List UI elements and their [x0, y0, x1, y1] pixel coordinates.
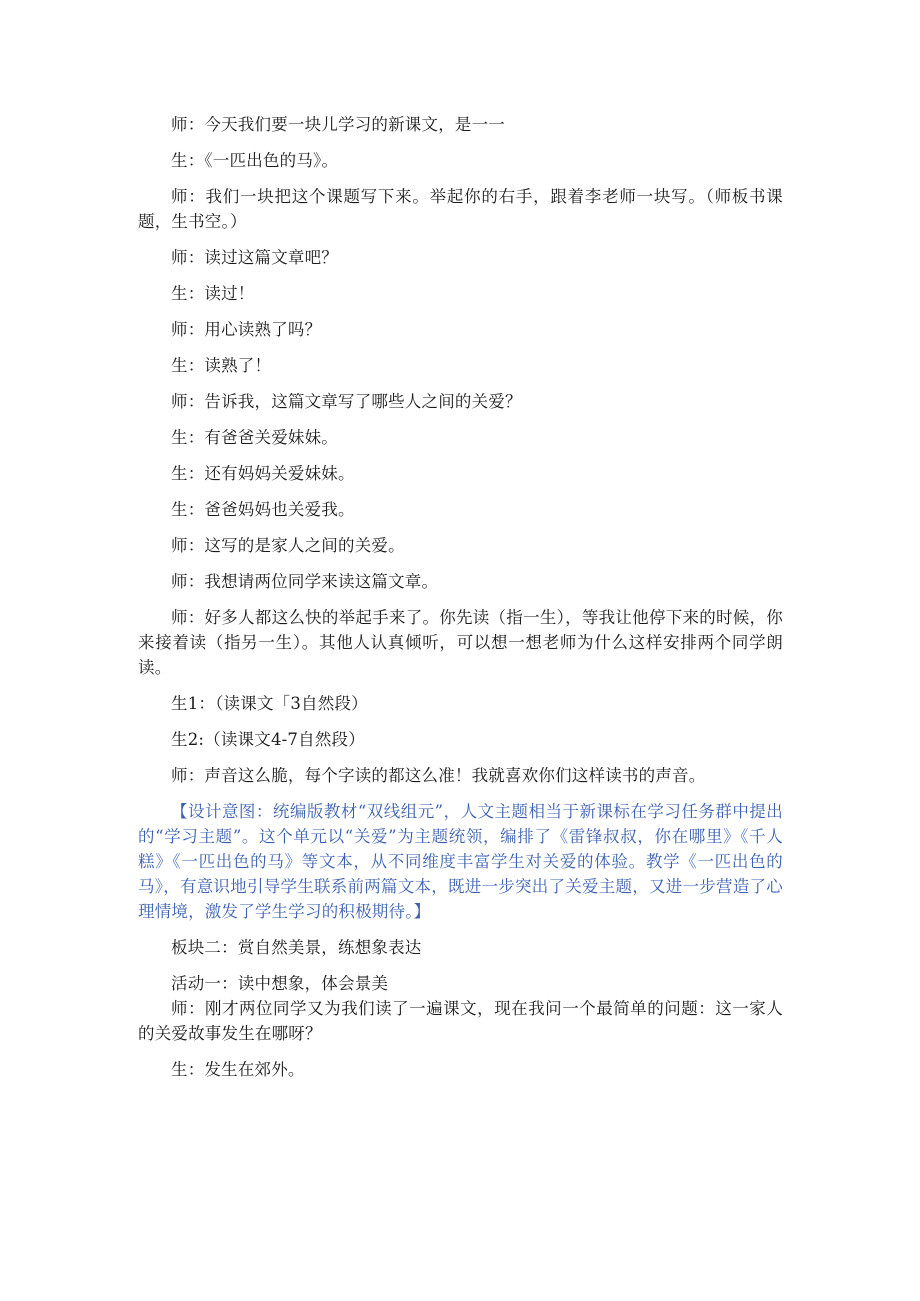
dialogue-line: 师：告诉我，这篇文章写了哪些人之间的关爱？ [171, 392, 522, 411]
dialogue-line: 师：好多人都这么快的举起手来了。你先读（指一生），等我让他停下来的时候，你来接着读（指另一生）。其他人认真倾听，可以想一想老师为什么这样安排两个同学朗读。 [138, 608, 783, 677]
dialogue-line: 生2:（读课文4-7自然段） [171, 730, 365, 749]
dialogue-line: 生：读过！ [171, 284, 255, 303]
dialogue-line: 师：我想请两位同学来读这篇文章。 [171, 572, 439, 591]
dialogue-line: 师：这写的是家人之间的关爱。 [171, 536, 405, 555]
dialogue-line: 师：刚才两位同学又为我们读了一遍课文，现在我问一个最简单的问题：这一家人的关爱故事发生在哪呀？ [138, 999, 783, 1043]
dialogue-line: 师：用心读熟了吗？ [171, 320, 322, 339]
dialogue-line: 生：发生在郊外。 [171, 1060, 305, 1079]
dialogue-line: 生：还有妈妈关爱妹妹。 [171, 464, 355, 483]
dialogue-line: 生：爸爸妈妈也关爱我。 [171, 500, 355, 519]
dialogue-line: 师：声音这么脆，每个字读的都这么准！我就喜欢你们这样读书的声音。 [171, 766, 706, 785]
activity-heading: 活动一：读中想象，体会景美 [171, 974, 389, 993]
dialogue-line: 师：读过这篇文章吧？ [171, 248, 338, 267]
dialogue-line: 师：我们一块把这个课题写下来。举起你的右手，跟着李老师一块写。（师板书课题，生书空。） [138, 187, 783, 231]
dialogue-line: 生：有爸爸关爱妹妹。 [171, 428, 338, 447]
lesson-transcript [138, 112, 783, 1093]
dialogue-line: 生：《一匹出色的马》。 [171, 151, 339, 170]
section-heading: 板块二：赏自然美景，练想象表达 [171, 938, 422, 957]
dialogue-line: 师：今天我们要一块儿学习的新课文，是一一 [171, 115, 505, 134]
dialogue-line: 生1：（读课文「3自然段） [171, 694, 368, 713]
design-intent-note: 【设计意图：统编版教材“双线组元”，人文主题相当于新课标在学习任务群中提出的“学习主题”。这个单元以“关爱”为主题统领，编排了《雷锋叔叔，你在哪里》《千人糕》《一匹出色的马》等文本，从不同维度丰富学生对关爱的体验。教学《一匹出色的马》，有意识地引导学生联系前两篇文本，既进一步突出了关爱主题，又进一步营造了心理情境，激发了学生学习的积极期待。】 [138, 802, 783, 921]
dialogue-line: 生：读熟了！ [171, 356, 272, 375]
